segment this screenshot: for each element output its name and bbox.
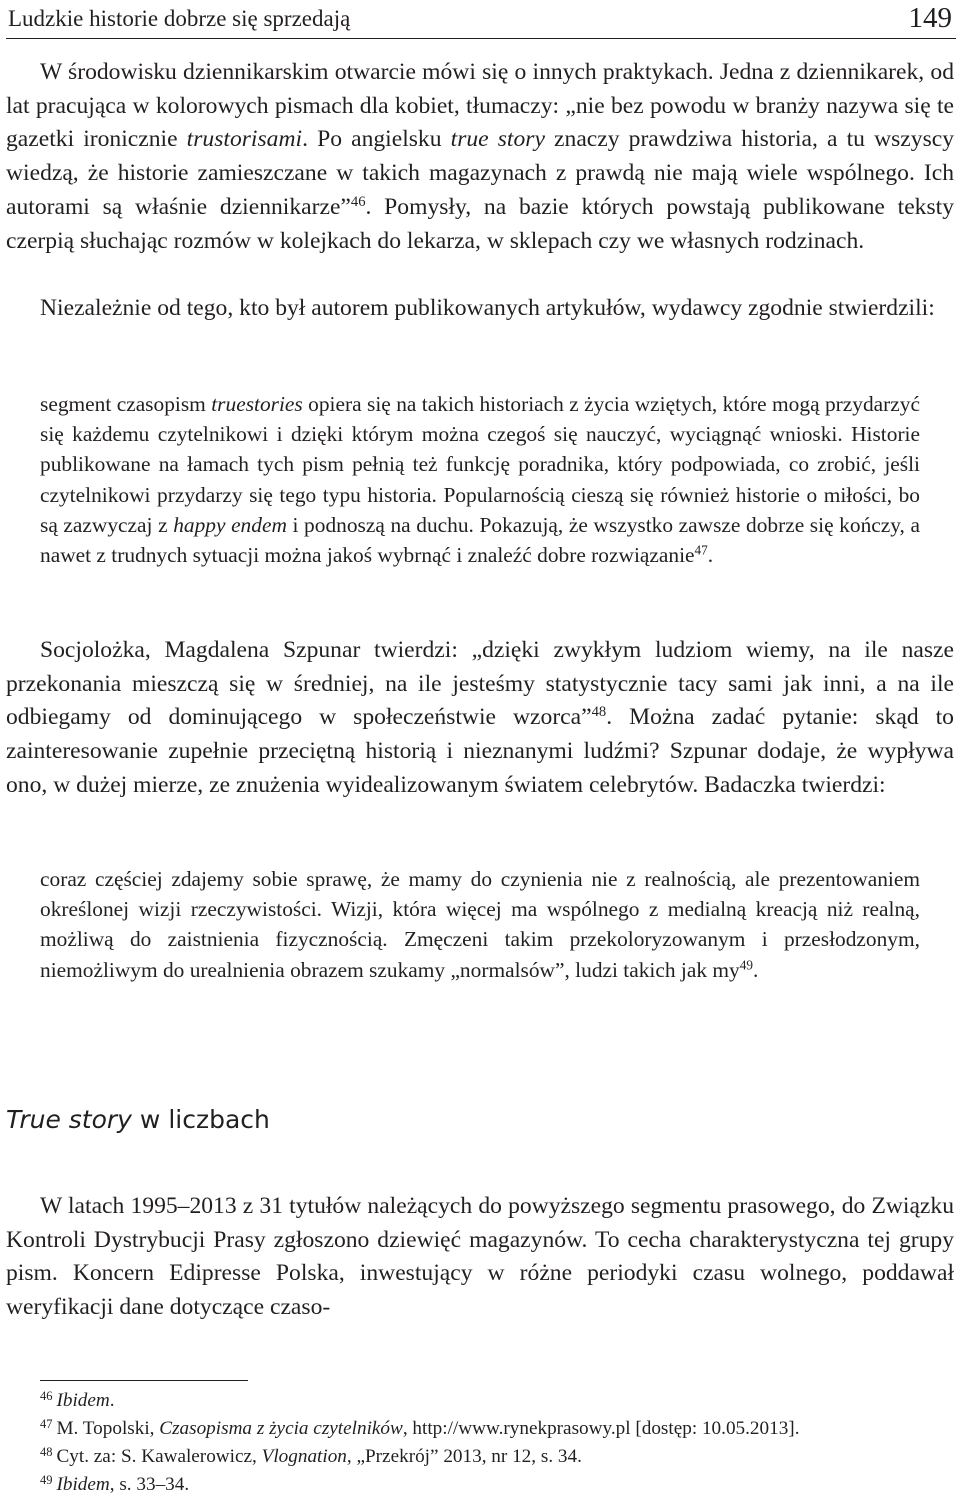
paragraph-2: Niezależnie od tego, kto był autorem publikowanych artykułów, wydawcy zgodnie stwierdzili: <box>40 295 935 321</box>
footnote-ref-49: 49 <box>739 957 753 973</box>
paragraph-3: Socjolożka, Magdalena Szpunar twierdzi: „dzięki zwykłym ludziom wiemy, na ile nasze przekonania mieszczą się w średniej, na ile jesteśmy statystycznie tacy sami jak inni, a na ile odbiegamy od dominującego w społeczeństwie wzorca”$^{48}$. Można zadać pytanie: skąd to zainteresowanie zupełnie przeciętną historią i nieznanymi ludźmi? Szpunar dodaje, że wypływa ono, w dużej mierze, ze znużenia wyidealizowanym światem celebrytów. Badaczka twierdzi: <box>6 637 954 798</box>
footnote-46: $^{46}$ Ibidem. <box>40 1388 115 1411</box>
running-title: Ludzkie historie dobrze się sprzedają <box>8 6 351 31</box>
footnote-ref-48: 48 <box>591 704 607 721</box>
footnotes <box>40 1387 950 1499</box>
section-heading: True story w liczbach <box>6 1105 270 1134</box>
header-rule <box>6 38 956 39</box>
footnote-47: $^{47}$ M. Topolski, Czasopisma z życia czytelników, http://www.rynekprasowy.pl [dostęp: 10.05.2013]. <box>40 1416 800 1439</box>
footnote-ref-47: 47 <box>694 542 708 558</box>
page-number: 149 <box>908 2 952 34</box>
block-quote-2: coraz częściej zdajemy sobie sprawę, że mamy do czynienia nie z realnością, ale prezentowaniem określonej wizji rzeczywistości. Wizji, która więcej ma wspólnego z medialną kreacją niż realną, możliwą do zaistnienia fizycznością. Zmęczeni takim przekoloryzowanym i przesłodzonym, niemożliwym do urealnienia obrazem szukamy „normalsów”, ludzi takich jak $my^{49}$. <box>40 867 920 982</box>
footnote-49: $^{49}$ Ibidem, s. 33–34. <box>40 1472 190 1495</box>
footnote-rule <box>40 1380 248 1381</box>
block-quote-1: segment czasopism truestories opiera się na takich historiach z życia wziętych, które mogą przydarzyć się każdemu czytelnikowi i dzięki którym można czegoś się nauczyć, wyciągnąć wnioski. Historie publikowane na łamach tych pism pełnią też funkcję poradnika, który podpowiada, co zrobić, jeśli czytelnikowi przydarzy się tego typu historia. Popularnością cieszą się również historie o miłości, bo są zazwyczaj z happy endem i podnoszą na duchu. Pokazują, że wszystko zawsze dobrze się kończy, a nawet z trudnych sytuacji można jakoś wybrnąć i znaleźć dobre rozwiązanie$^{47}$. <box>40 392 920 568</box>
running-head <box>6 2 956 38</box>
footnote-48: $^{48}$ Cyt. za: S. Kawalerowicz, Vlognation, „Przekrój” 2013, nr 12, s. 34. <box>40 1444 582 1467</box>
paragraph-4: W latach 1995–2013 z 31 tytułów należących do powyższego segmentu prasowego, do Związku Kontroli Dystrybucji Prasy zgłoszono dziewięć magazynów. To cecha charakterystyczna tej grupy pism. Koncern Edipresse Polska, inwestujący w różne periodyki czasu wolnego, poddawał weryfikacji dane dotyczące czaso- <box>6 1193 954 1321</box>
footnote-ref-46: 46 <box>350 193 366 210</box>
paragraph-1: W środowisku dziennikarskim otwarcie mówi się o innych praktykach. Jedna z dziennikarek, od lat pracująca w kolorowych pismach dla kobiet, tłumaczy: „nie bez powodu w branży nazywa się te gazetki ironicznie trustorisami. Po angielsku true story znaczy prawdziwa historia, a tu wszyscy wiedzą, że historie zamieszczane w takich magazynach z prawdą nie mają wiele wspólnego. Ich autorami są właśnie dziennikarze”$^{46}$. Pomysły, na bazie których powstają publikowane teksty czerpią słuchając rozmów w kolejkach do lekarza, w sklepach czy we własnych rodzinach. <box>6 59 955 254</box>
